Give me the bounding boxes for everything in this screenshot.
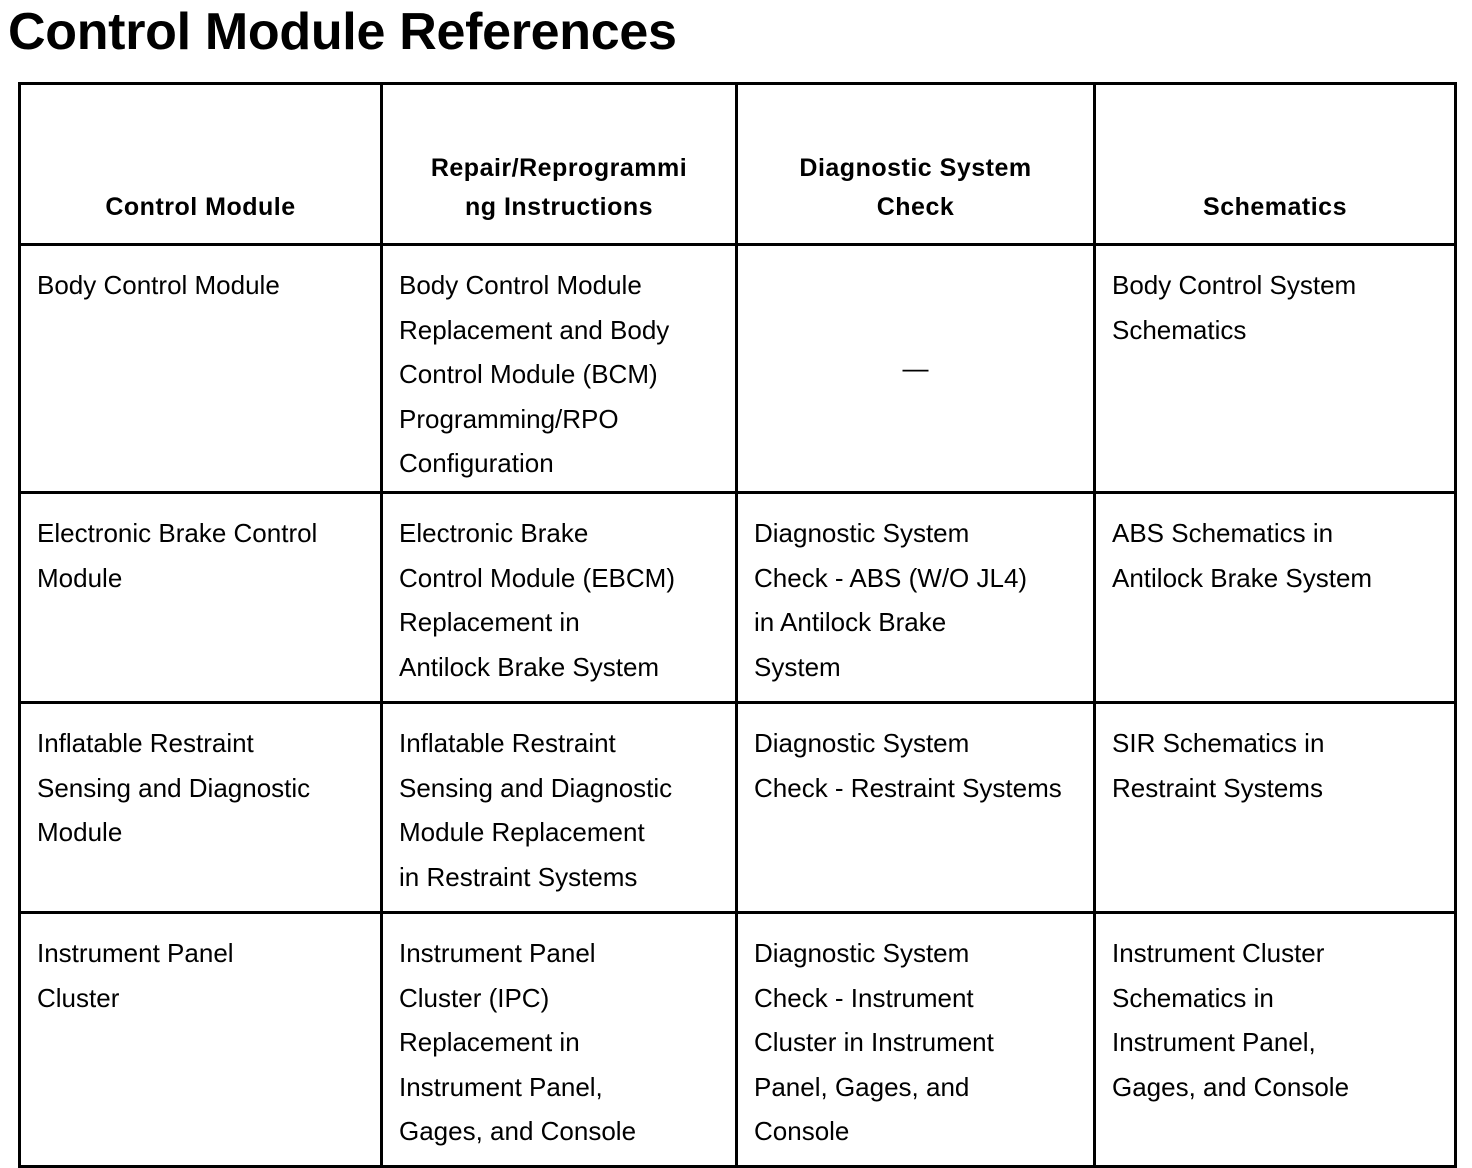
cell-diagnostic-system-check	[737, 245, 1095, 493]
cell-schematics	[1095, 493, 1456, 703]
header-label: Schematics	[1203, 193, 1347, 221]
cell-repair-instructions	[382, 493, 737, 703]
cell-link: Instrument Cluster Schematics in Instrument Panel, Gages, and Console	[1112, 938, 1350, 1102]
cell-control-module	[20, 703, 382, 913]
cell-repair-instructions	[382, 703, 737, 913]
cell-control-module	[20, 913, 382, 1167]
table-row	[20, 493, 1456, 703]
cell-link: Diagnostic System Check - Restraint Systems	[754, 728, 1062, 803]
cell-repair-instructions	[382, 245, 737, 493]
cell-link: Instrument Panel Cluster (IPC) Replacement in Instrument Panel, Gages, and Console	[399, 938, 637, 1146]
header-label: Diagnostic System Check	[799, 154, 1032, 221]
header-diagnostic-system-check	[737, 84, 1095, 245]
empty-dash: —	[902, 353, 929, 384]
cell-link: Body Control System Schematics	[1112, 270, 1357, 345]
cell-diagnostic-system-check	[737, 913, 1095, 1167]
cell-schematics	[1095, 245, 1456, 493]
cell-control-module	[20, 493, 382, 703]
cell-text: Inflatable Restraint Sensing and Diagnostic Module	[37, 728, 311, 847]
cell-link: SIR Schematics in Restraint Systems	[1112, 728, 1325, 803]
cell-control-module	[20, 245, 382, 493]
cell-repair-instructions	[382, 913, 737, 1167]
control-module-references-table	[18, 82, 1457, 1168]
cell-text: Body Control Module	[37, 270, 280, 300]
cell-schematics	[1095, 913, 1456, 1167]
cell-link: ABS Schematics in Antilock Brake System	[1112, 518, 1373, 593]
cell-link: Diagnostic System Check - ABS (W/O JL4) in Antilock Brake System	[754, 518, 1028, 682]
cell-link: Electronic Brake Control Module (EBCM) Replacement in Antilock Brake System	[399, 518, 675, 682]
table-row	[20, 245, 1456, 493]
header-row	[20, 84, 1456, 245]
header-schematics	[1095, 84, 1456, 245]
cell-text: Instrument Panel Cluster	[37, 938, 234, 1013]
cell-diagnostic-system-check	[737, 493, 1095, 703]
table-row	[20, 703, 1456, 913]
cell-link: Body Control Module Replacement and Body Control Module (BCM) Programming/RPO Configuration	[399, 270, 670, 478]
cell-text: Electronic Brake Control Module	[37, 518, 318, 593]
cell-schematics	[1095, 703, 1456, 913]
cell-diagnostic-system-check	[737, 703, 1095, 913]
page-title: Control Module References	[8, 3, 677, 61]
cell-link: Inflatable Restraint Sensing and Diagnostic Module Replacement in Restraint Systems	[399, 728, 673, 892]
header-control-module	[20, 84, 382, 245]
header-label: Repair/Reprogrammi ng Instructions	[430, 154, 688, 221]
header-label: Control Module	[105, 193, 296, 221]
table-body	[20, 245, 1456, 1167]
table-row	[20, 913, 1456, 1167]
cell-link: Diagnostic System Check - Instrument Cluster in Instrument Panel, Gages, and Console	[754, 938, 994, 1146]
header-repair-instructions	[382, 84, 737, 245]
table-header	[20, 84, 1456, 245]
